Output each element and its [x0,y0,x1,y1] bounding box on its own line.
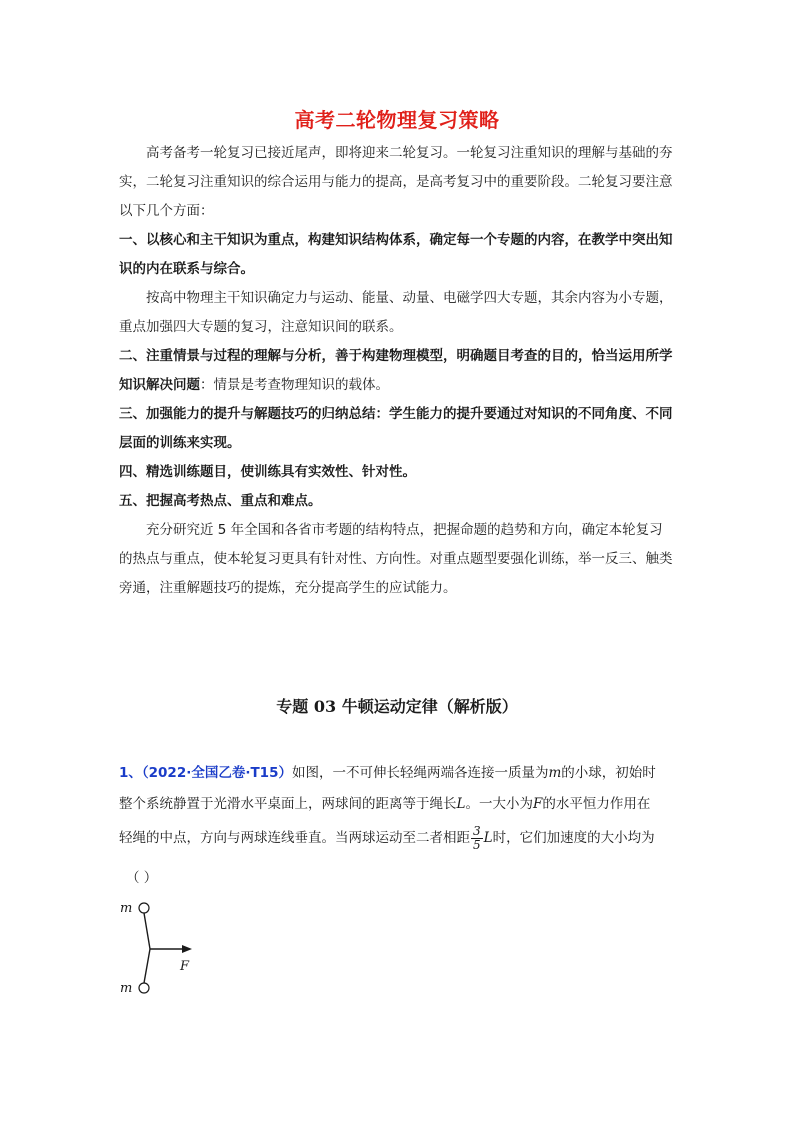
question-text: 。一大小为 [465,796,533,812]
question-line-2 [119,789,675,820]
symbol-F: F [532,796,543,812]
intro-paragraph: 高考备考一轮复习已接近尾声，即将迎来二轮复习。一轮复习注重知识的理解与基础的夯实，二轮复习注重知识的综合运用与能力的提高，是高考复习中的重要阶段。二轮复习要注意以下几个方面： [119,145,673,219]
rope-lower-segment [144,949,150,983]
point-1-body: 按高中物理主干知识确定力与运动、能量、动量、电磁学四大专题，其余内容为小专题，重点加强四大专题的复习，注意知识间的联系。 [119,290,673,335]
question-text: 轻绳的中点，方向与两球连线垂直。当两球运动至二者相距 [119,830,470,846]
point-2-title: 二、注重情景与过程的理解与分析，善于构建物理模型，明确题目考查的目的，恰当运用所学知识解决问题 [119,348,673,393]
point-1-title: 一、以核心和主干知识为重点，构建知识结构体系，确定每一个专题的内容，在教学中突出知识的内在联系与综合。 [119,232,673,277]
question-text: 的水平恒力作用在 [542,796,651,812]
point-5-title: 五、把握高考热点、重点和难点。 [119,493,322,509]
question-text: 时，它们加速度的大小均为 [492,830,655,846]
fraction-three-fifths [471,825,483,852]
point-2-tail: ：情景是考查物理知识的载体。 [200,377,389,393]
point-5-body: 充分研究近 5 年全国和各省市考题的结构特点，把握命题的趋势和方向，确定本轮复习的热点与重点，使本轮复习更具有针对性、方向性。对重点题型要强化训练，举一反三、触类旁通，注重解题技巧的提炼，充分提高学生的应试能力。 [119,522,673,596]
bottom-ball [139,983,149,993]
question-text: 如图，一不可伸长轻绳两端各连接一质量为 [291,765,549,781]
point-3-title: 三、加强能力的提升与解题技巧的归纳总结：学生能力的提升要通过对知识的不同角度、不同层面的训练来实现。 [119,406,673,451]
question-text: 的小球，初始时 [561,765,656,781]
fraction-denominator: 5 [473,837,481,852]
question-line-1 [119,758,675,789]
symbol-m: m [548,765,562,781]
figure-label-top-mass: m [120,901,133,916]
symbol-L: L [456,796,466,812]
rope-and-balls-figure [112,892,222,1002]
question-line-3 [119,820,675,856]
figure-label-force: F [180,959,190,974]
top-ball [139,903,149,913]
point-4-title: 四、精选训练题目，使训练具有实效性、针对性。 [119,464,416,480]
point-2 [119,342,675,400]
question-1 [119,758,675,856]
page-title: 高考二轮物理复习策略 [294,108,500,132]
question-source: 1、（2022·全国乙卷·T15） [119,765,292,781]
question-text: 整个系统静置于光滑水平桌面上，两球间的距离等于绳长 [119,796,457,812]
force-arrow-head-icon [182,945,192,953]
symbol-L: L [483,830,493,846]
rope-upper-segment [144,913,150,949]
section-title: 专题 03 牛顿运动定律（解析版） [276,697,518,716]
fraction-numerator: 3 [473,823,481,838]
figure-label-bottom-mass: m [120,981,133,996]
answer-choice-placeholder: （ ） [126,870,158,886]
